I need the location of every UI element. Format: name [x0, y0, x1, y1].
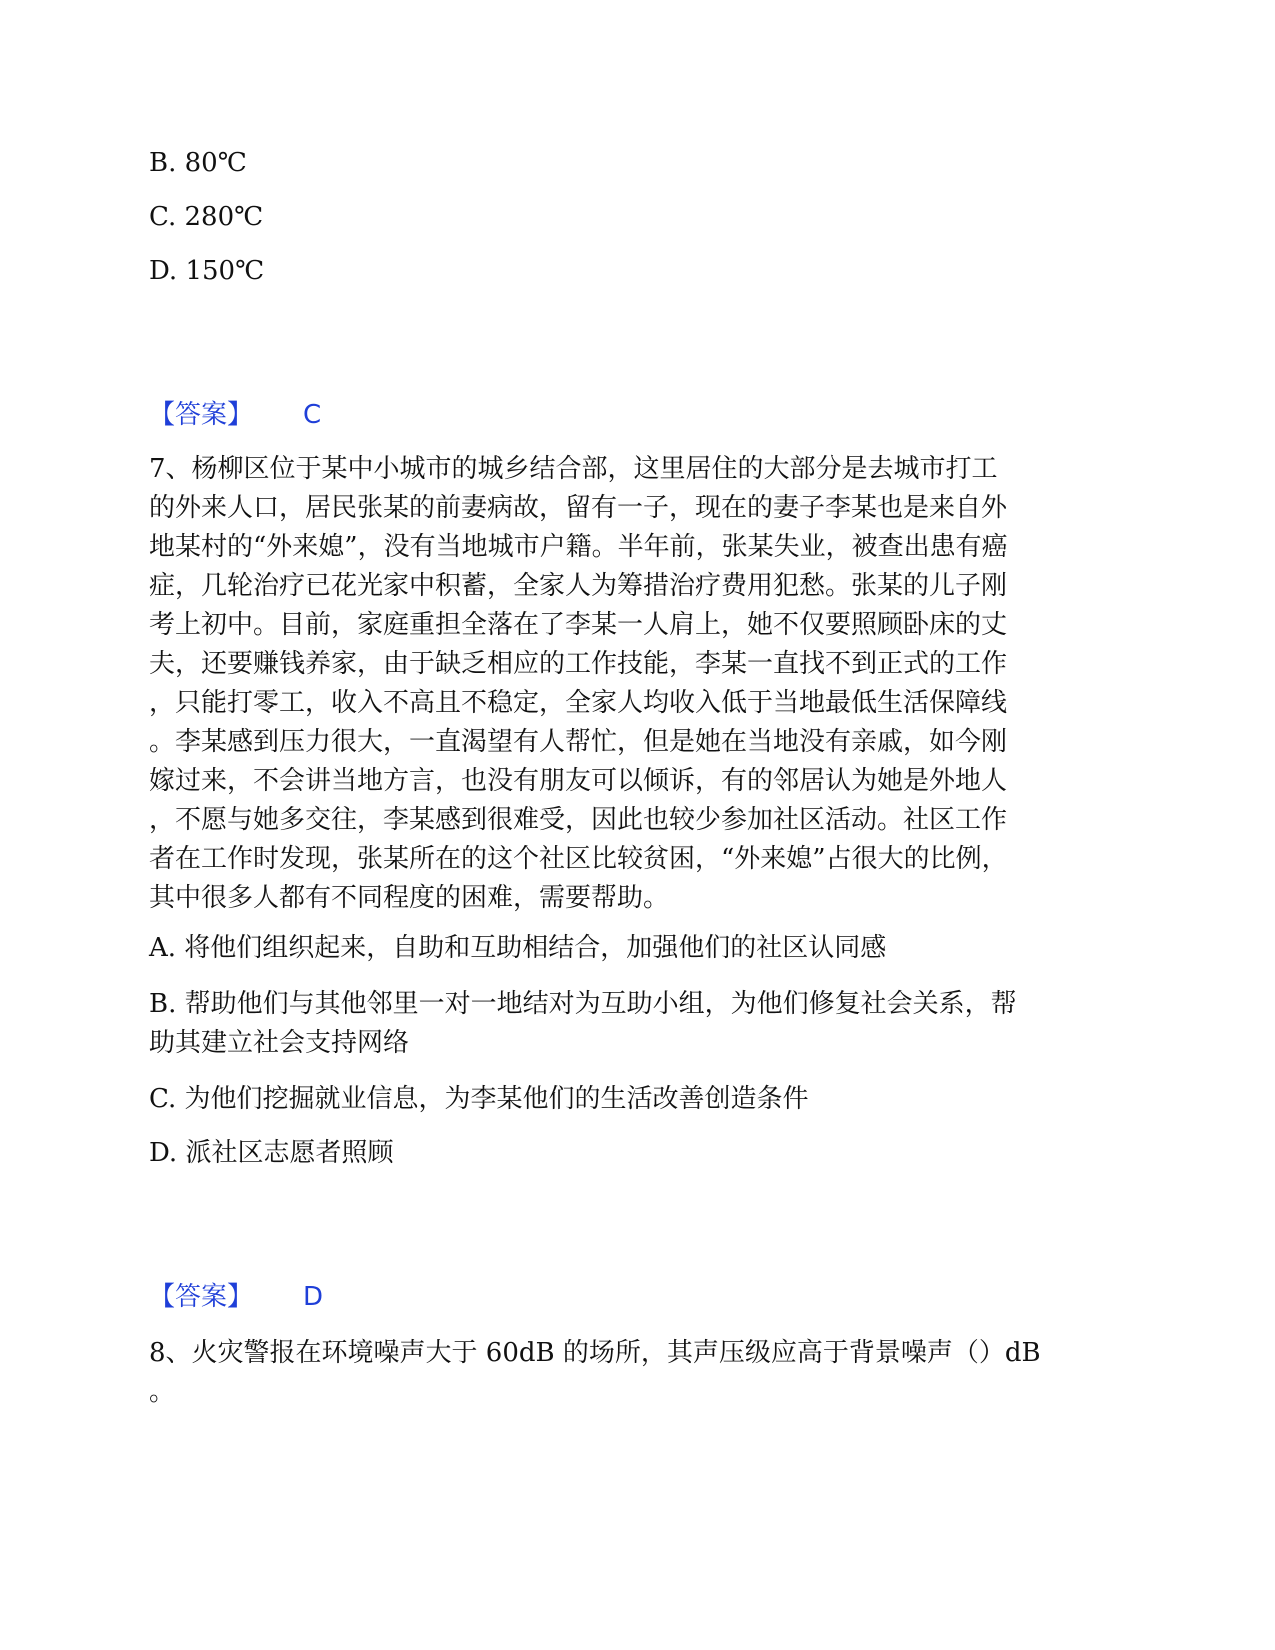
q7-answer-value: D	[303, 1282, 324, 1312]
q7-option-c: C. 为他们挖掘就业信息，为李某他们的生活改善创造条件	[149, 1084, 809, 1114]
q7-stem-line: 其中很多人都有不同程度的困难，需要帮助。	[149, 883, 670, 913]
q6-option-b: B. 80℃	[149, 148, 247, 178]
q7-stem-line: 夫，还要赚钱养家，由于缺乏相应的工作技能，李某一直找不到正式的工作	[149, 649, 1008, 679]
q7-option-b-line: B. 帮助他们与其他邻里一对一地结对为互助小组，为他们修复社会关系，帮	[149, 989, 1017, 1019]
q7-answer	[149, 1280, 323, 1314]
q6-option-d: D. 150℃	[149, 256, 265, 286]
q7-option-b	[149, 985, 1129, 1063]
q7-stem-line: 7、杨柳区位于某中小城市的城乡结合部，这里居住的大部分是去城市打工	[149, 454, 998, 484]
q7-stem-line: 的外来人口，居民张某的前妻病故，留有一子，现在的妻子李某也是来自外	[149, 493, 1008, 523]
q7-stem-line: 考上初中。目前，家庭重担全落在了李某一人肩上，她不仅要照顾卧床的丈	[149, 610, 1008, 640]
q8-stem-line: 8、火灾警报在环境噪声大于 60dB 的场所，其声压级应高于背景噪声（）dB	[149, 1338, 1041, 1368]
q7-stem-line: 症，几轮治疗已花光家中积蓄，全家人为筹措治疗费用犯愁。张某的儿子刚	[149, 571, 1008, 601]
q7-stem-line: 者在工作时发现，张某所在的这个社区比较贫困，“外来媳”占很大的比例，	[149, 844, 1008, 874]
q7-stem-line: ，只能打零工，收入不高且不稳定，全家人均收入低于当地最低生活保障线	[149, 688, 1008, 718]
q7-option-d: D. 派社区志愿者照顾	[149, 1138, 394, 1168]
q7-stem-line: ，不愿与她多交往，李某感到很难受，因此也较少参加社区活动。社区工作	[149, 805, 1008, 835]
q6-answer-label: 【答案】	[149, 400, 254, 430]
q6-option-c: C. 280℃	[149, 202, 264, 232]
q7-option-a: A. 将他们组织起来，自助和互助相结合，加强他们的社区认同感	[149, 933, 887, 963]
q7-stem-line: 地某村的“外来媳”，没有当地城市户籍。半年前，张某失业，被查出患有癌	[149, 532, 1008, 562]
q7-stem-line: 。李某感到压力很大，一直渴望有人帮忙，但是她在当地没有亲戚，如今刚	[149, 727, 1008, 757]
q7-stem-line: 嫁过来，不会讲当地方言，也没有朋友可以倾诉，有的邻居认为她是外地人	[149, 766, 1008, 796]
q7-answer-label: 【答案】	[149, 1282, 254, 1312]
q6-answer-value: C	[303, 400, 322, 430]
q7-stem	[149, 450, 1119, 918]
q8-stem	[149, 1334, 1149, 1412]
q8-stem-line: 。	[149, 1377, 176, 1407]
q7-option-b-line: 助其建立社会支持网络	[149, 1028, 410, 1058]
q6-answer	[149, 398, 321, 432]
